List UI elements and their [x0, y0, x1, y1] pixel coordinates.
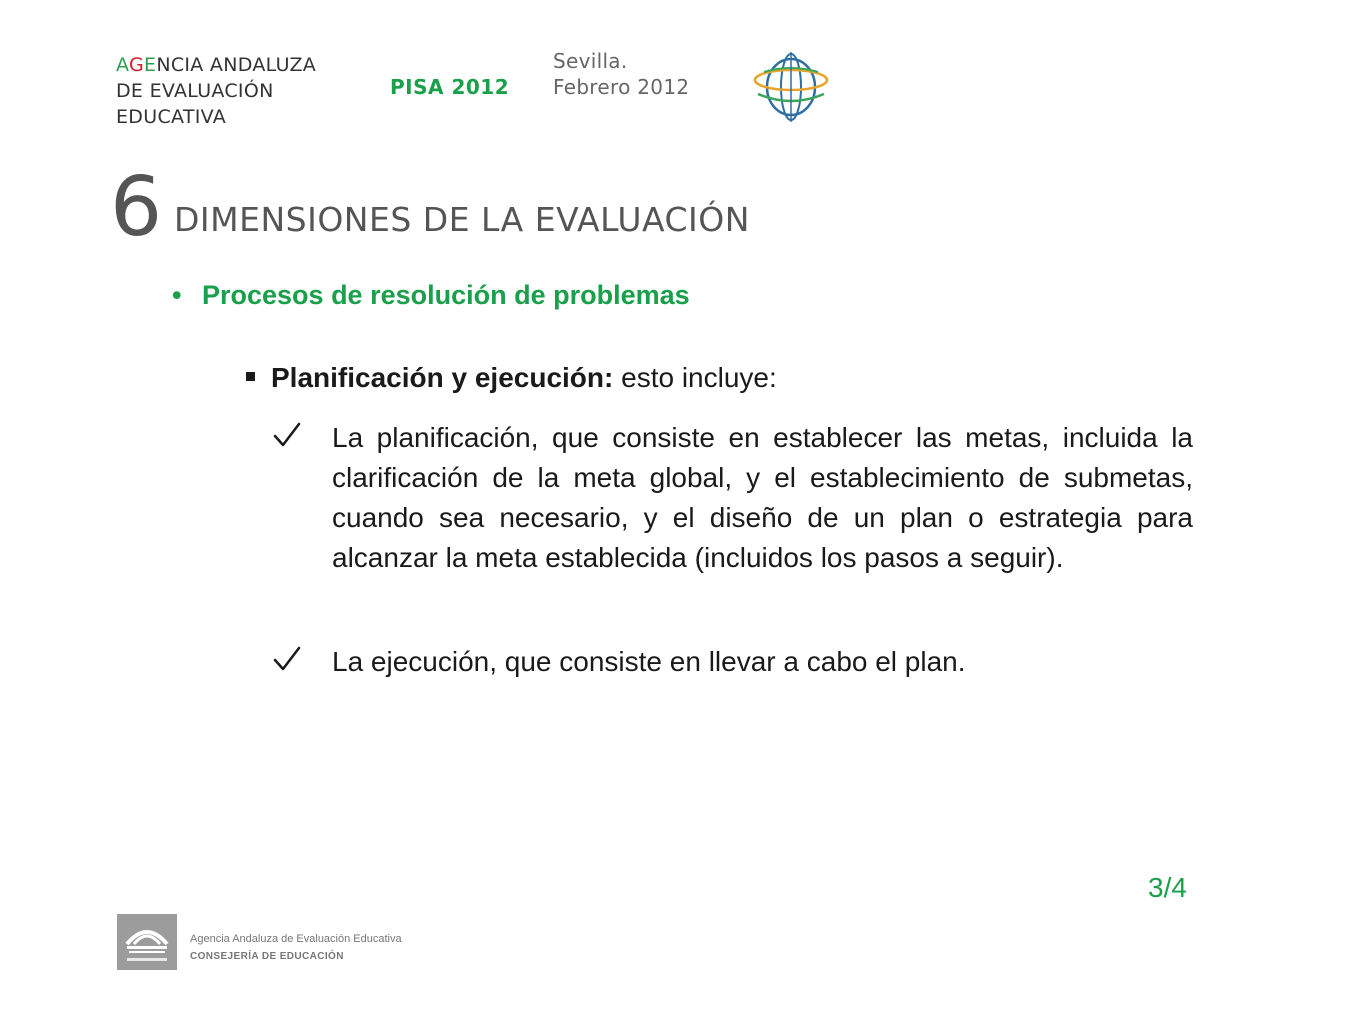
agency-line-3: EDUCATIVA — [116, 106, 227, 128]
bullet-dot-icon: • — [172, 280, 182, 310]
agency-line-2: DE EVALUACIÓN — [116, 80, 274, 102]
date: Febrero 2012 — [553, 75, 690, 99]
main-point — [246, 362, 777, 394]
agency-letter-e: E — [144, 54, 157, 76]
globe-logo-icon — [752, 50, 830, 124]
location-date — [553, 48, 689, 100]
point-label: Planificación y ejecución: — [271, 362, 614, 393]
list-item-text: La ejecución, que consiste en llevar a cabo el plan. — [332, 646, 966, 677]
square-bullet-icon — [246, 372, 255, 381]
list-item-text: La planificación, que consiste en establecer las metas, incluida la clarificación de la meta global, y el establecimiento de submetas, cuando sea necesario, y el diseño de un plan o estrategia para alcanzar la meta establecida (incluidos los pasos a seguir). — [332, 422, 1193, 573]
junta-logo-icon — [117, 914, 177, 970]
subtitle-text: Procesos de resolución de problemas — [202, 280, 690, 310]
logo-department: CONSEJERÍA DE EDUCACIÓN — [190, 951, 344, 962]
subtitle — [172, 280, 690, 311]
check-icon — [272, 644, 302, 674]
point-text: esto incluye: — [613, 362, 777, 393]
agency-line-1-rest: NCIA ANDALUZA — [156, 54, 317, 76]
section-title: DIMENSIONES DE LA EVALUACIÓN — [174, 200, 750, 239]
agency-letter-g: G — [128, 54, 144, 76]
check-icon — [272, 420, 302, 450]
logo-agency-name: Agencia Andaluza de Evaluación Educativa — [190, 933, 402, 945]
agency-letter-a: A — [116, 54, 129, 76]
program-label: PISA 2012 — [390, 75, 510, 99]
agency-name — [116, 52, 316, 130]
section-number: 6 — [110, 160, 163, 255]
page-indicator: 3/4 — [1148, 872, 1187, 903]
city: Sevilla. — [553, 49, 628, 73]
agency-line-1 — [116, 52, 316, 78]
